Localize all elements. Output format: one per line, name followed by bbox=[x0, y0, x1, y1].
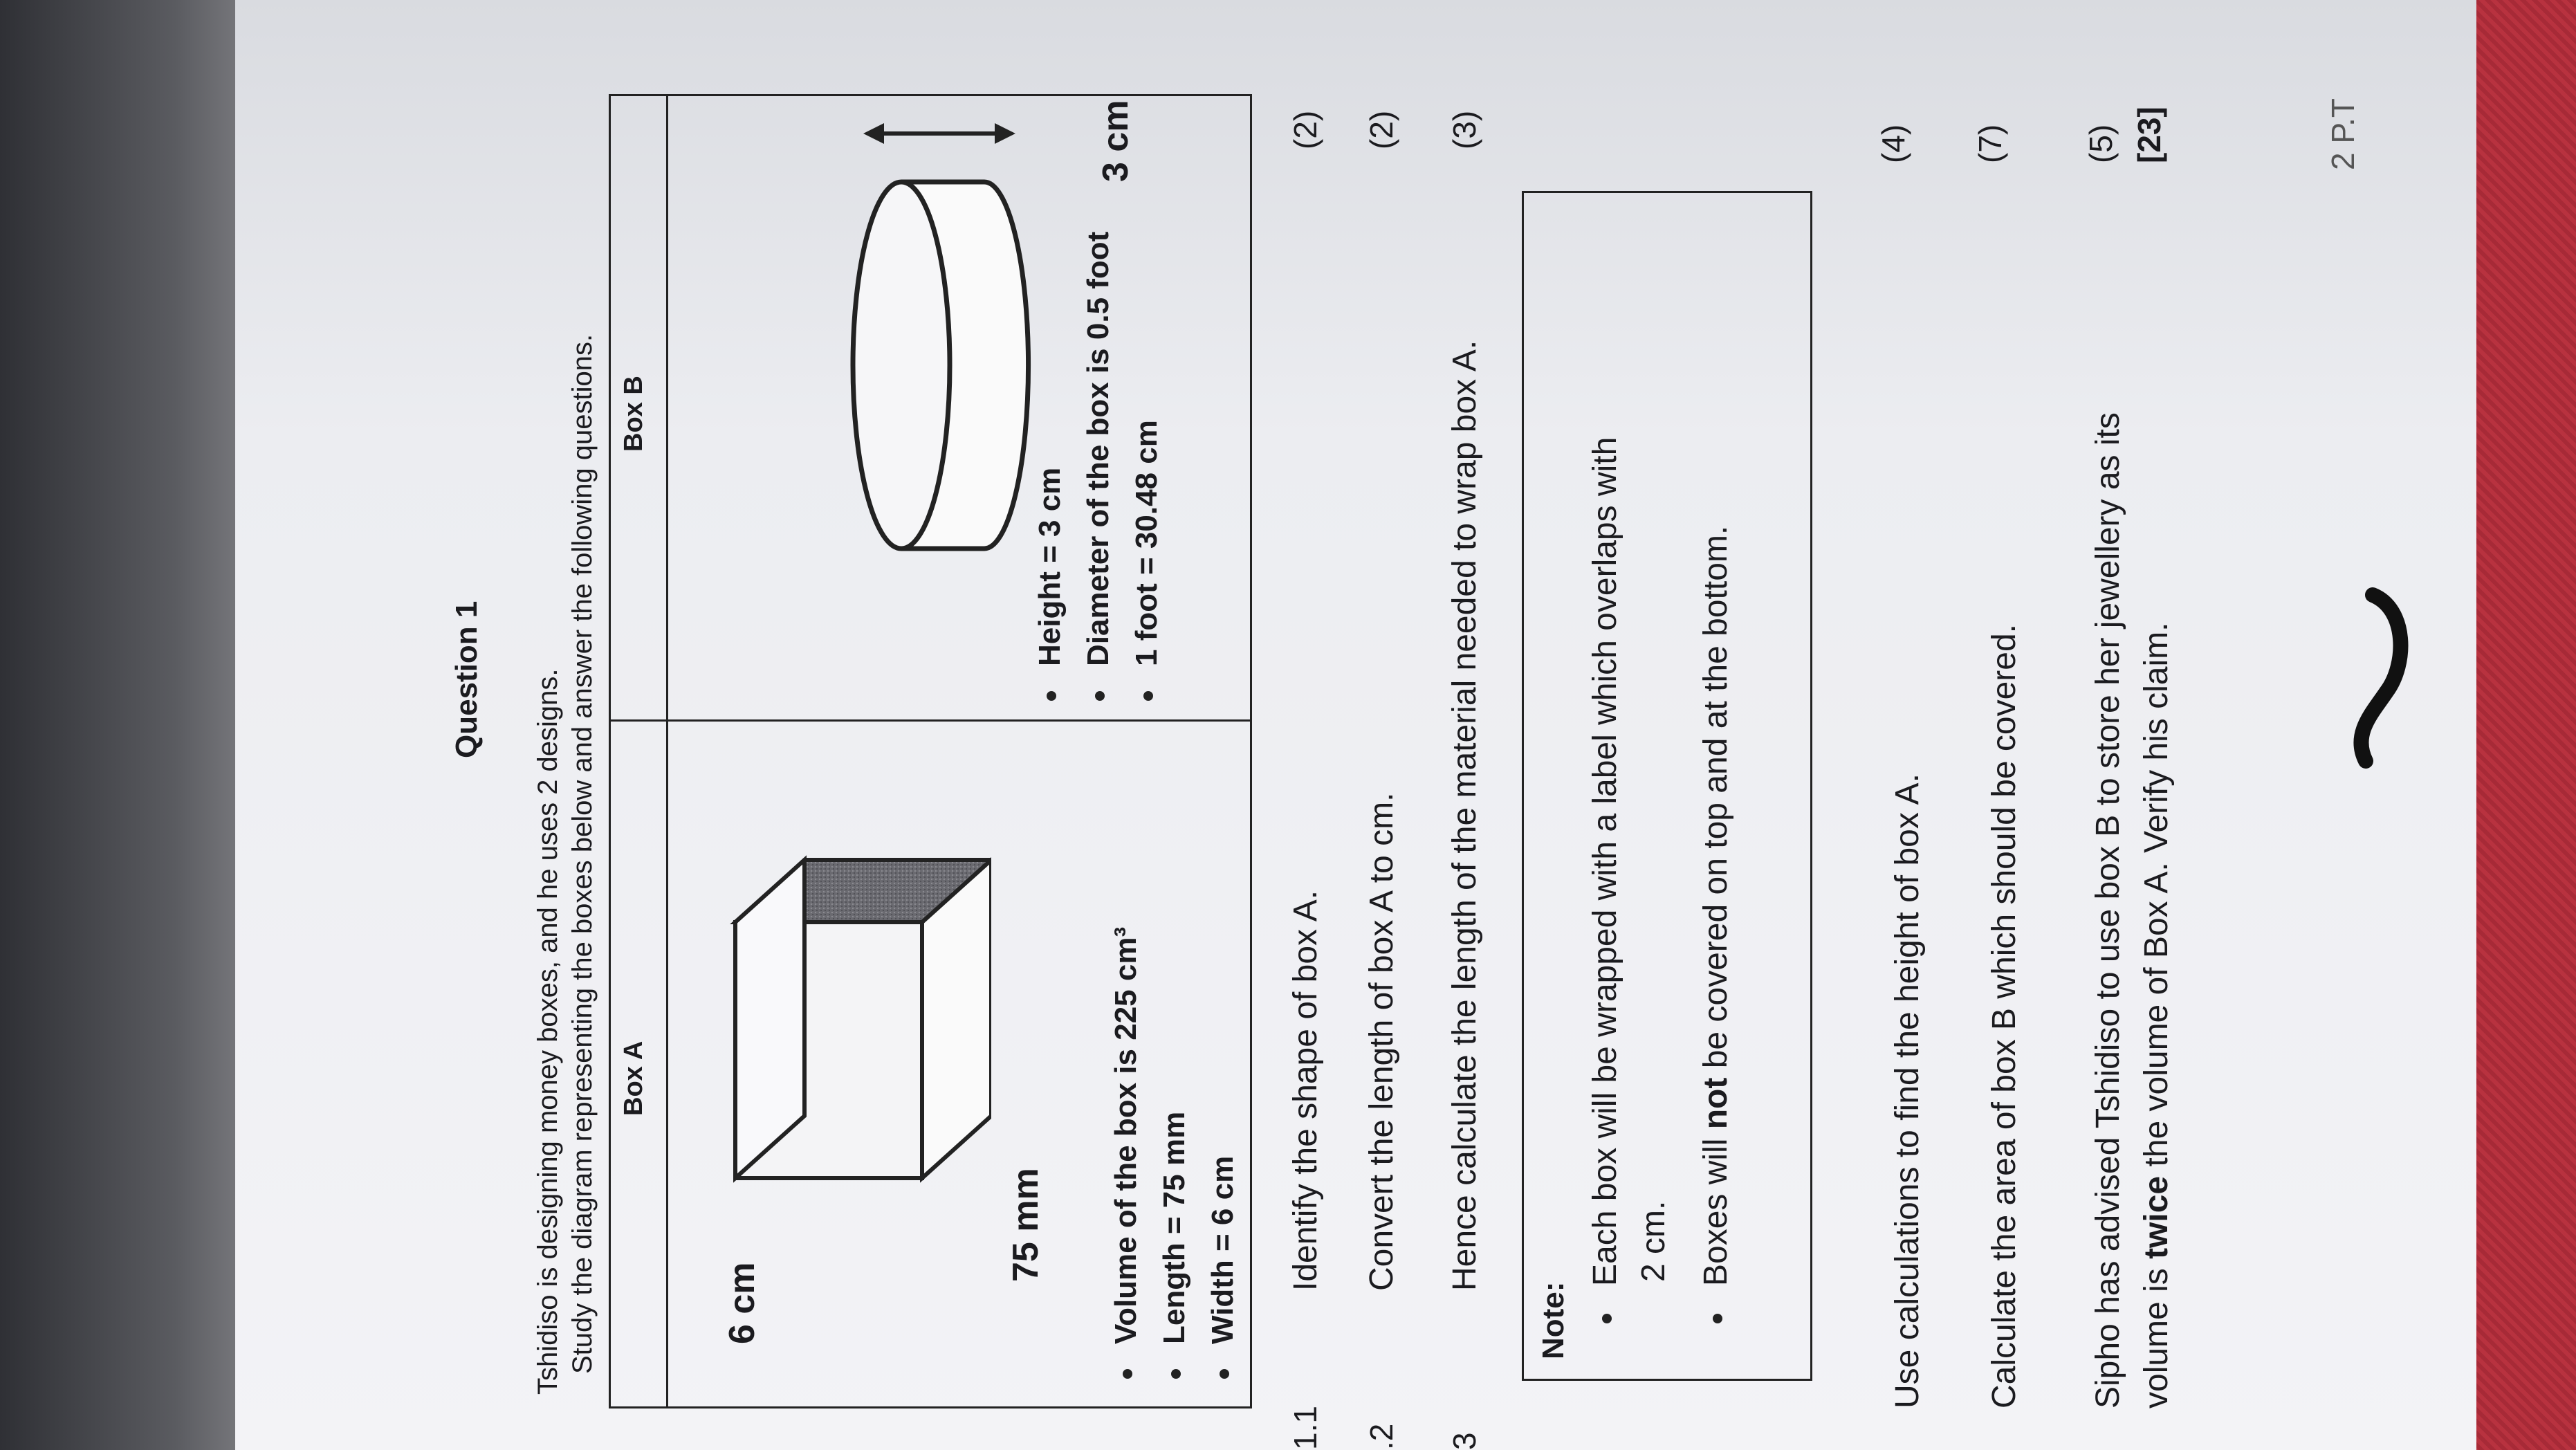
box-b-fact-diameter: Diameter of the box is 0.5 foot bbox=[1081, 232, 1116, 701]
box-b-fact-foot: 1 foot = 30.48 cm bbox=[1130, 420, 1164, 701]
box-b-arrow-head-bottom bbox=[995, 123, 1015, 144]
binder-clip-icon bbox=[2331, 581, 2414, 775]
question-5-text: Calculate the area of box B which should be covered. bbox=[1986, 623, 2023, 1408]
intro-line-1: Tshidiso is designing money boxes, and he uses 2 designs. bbox=[533, 668, 563, 1395]
question-number: 1.1 bbox=[1287, 1406, 1323, 1450]
question-6-line-2: volume is twice the volume of Box A. Verify his claim. bbox=[2138, 622, 2175, 1408]
box-b-dimension-height: 3 cm bbox=[1096, 100, 1136, 182]
box-b-arrow-head-top bbox=[863, 123, 884, 144]
boxes-table bbox=[609, 94, 1252, 1408]
box-a-fact-length: Length = 75 mm bbox=[1157, 1112, 1192, 1379]
note-line-2: Boxes will not be covered on top and at the bottom. bbox=[1697, 526, 1735, 1323]
question-marks: (2) bbox=[1363, 110, 1399, 149]
question-marks: (2) bbox=[1287, 110, 1323, 149]
note-box bbox=[1522, 191, 1812, 1381]
box-a-fact-width: Width = 6 cm bbox=[1206, 1156, 1240, 1379]
intro-line-2: Study the diagram representing the boxes below and answer the following questions. bbox=[567, 333, 598, 1374]
question-number: .2 bbox=[1363, 1423, 1399, 1450]
box-a-fact-volume: Volume of the box is 225 cm³ bbox=[1109, 927, 1143, 1379]
question-text: Hence calculate the length of the material needed to wrap box A. bbox=[1446, 340, 1483, 1291]
box-a-dimension-side: 6 cm bbox=[722, 1262, 762, 1344]
worksheet-page bbox=[256, 32, 2400, 1450]
box-b-cylinder-top bbox=[853, 182, 950, 549]
question-total-marks: [23] bbox=[2131, 107, 2167, 163]
box-a-cuboid-drawing bbox=[673, 756, 991, 1379]
question-4-marks: (4) bbox=[1875, 124, 1911, 163]
table-header-divider bbox=[666, 96, 668, 1406]
paper-sheet bbox=[235, 0, 2476, 1450]
question-title: Question 1 bbox=[450, 600, 484, 758]
question-number: 3 bbox=[1446, 1432, 1482, 1450]
question-6-line-1: Sipho has advised Tshidiso to use box B to store her jewellery as its bbox=[2090, 412, 2126, 1408]
question-text: Identify the shape of box A. bbox=[1287, 890, 1324, 1291]
question-4-text: Use calculations to find the height of box A. bbox=[1889, 773, 1926, 1408]
box-b-fact-height: Height = 3 cm bbox=[1033, 468, 1067, 701]
table-column-divider bbox=[611, 719, 1250, 722]
note-line-1: Each box will be wrapped with a label which overlaps with bbox=[1586, 437, 1624, 1323]
box-b-cylinder-drawing bbox=[673, 92, 1060, 659]
note-line-1-cont: 2 cm. bbox=[1635, 1200, 1672, 1282]
question-6-marks: (5) bbox=[2083, 124, 2119, 163]
question-text: Convert the length of box A to cm. bbox=[1363, 792, 1400, 1291]
paper-sheet-area bbox=[235, 0, 2476, 1450]
box-b-label: Box B bbox=[619, 376, 648, 452]
question-5-marks: (7) bbox=[1972, 124, 2008, 163]
box-a-dimension-top: 75 mm bbox=[1006, 1168, 1046, 1282]
note-title: Note: bbox=[1536, 1281, 1570, 1359]
page-number: 2 P.T bbox=[2325, 98, 2361, 170]
box-a-label: Box A bbox=[619, 1040, 648, 1116]
question-marks: (3) bbox=[1446, 110, 1482, 149]
